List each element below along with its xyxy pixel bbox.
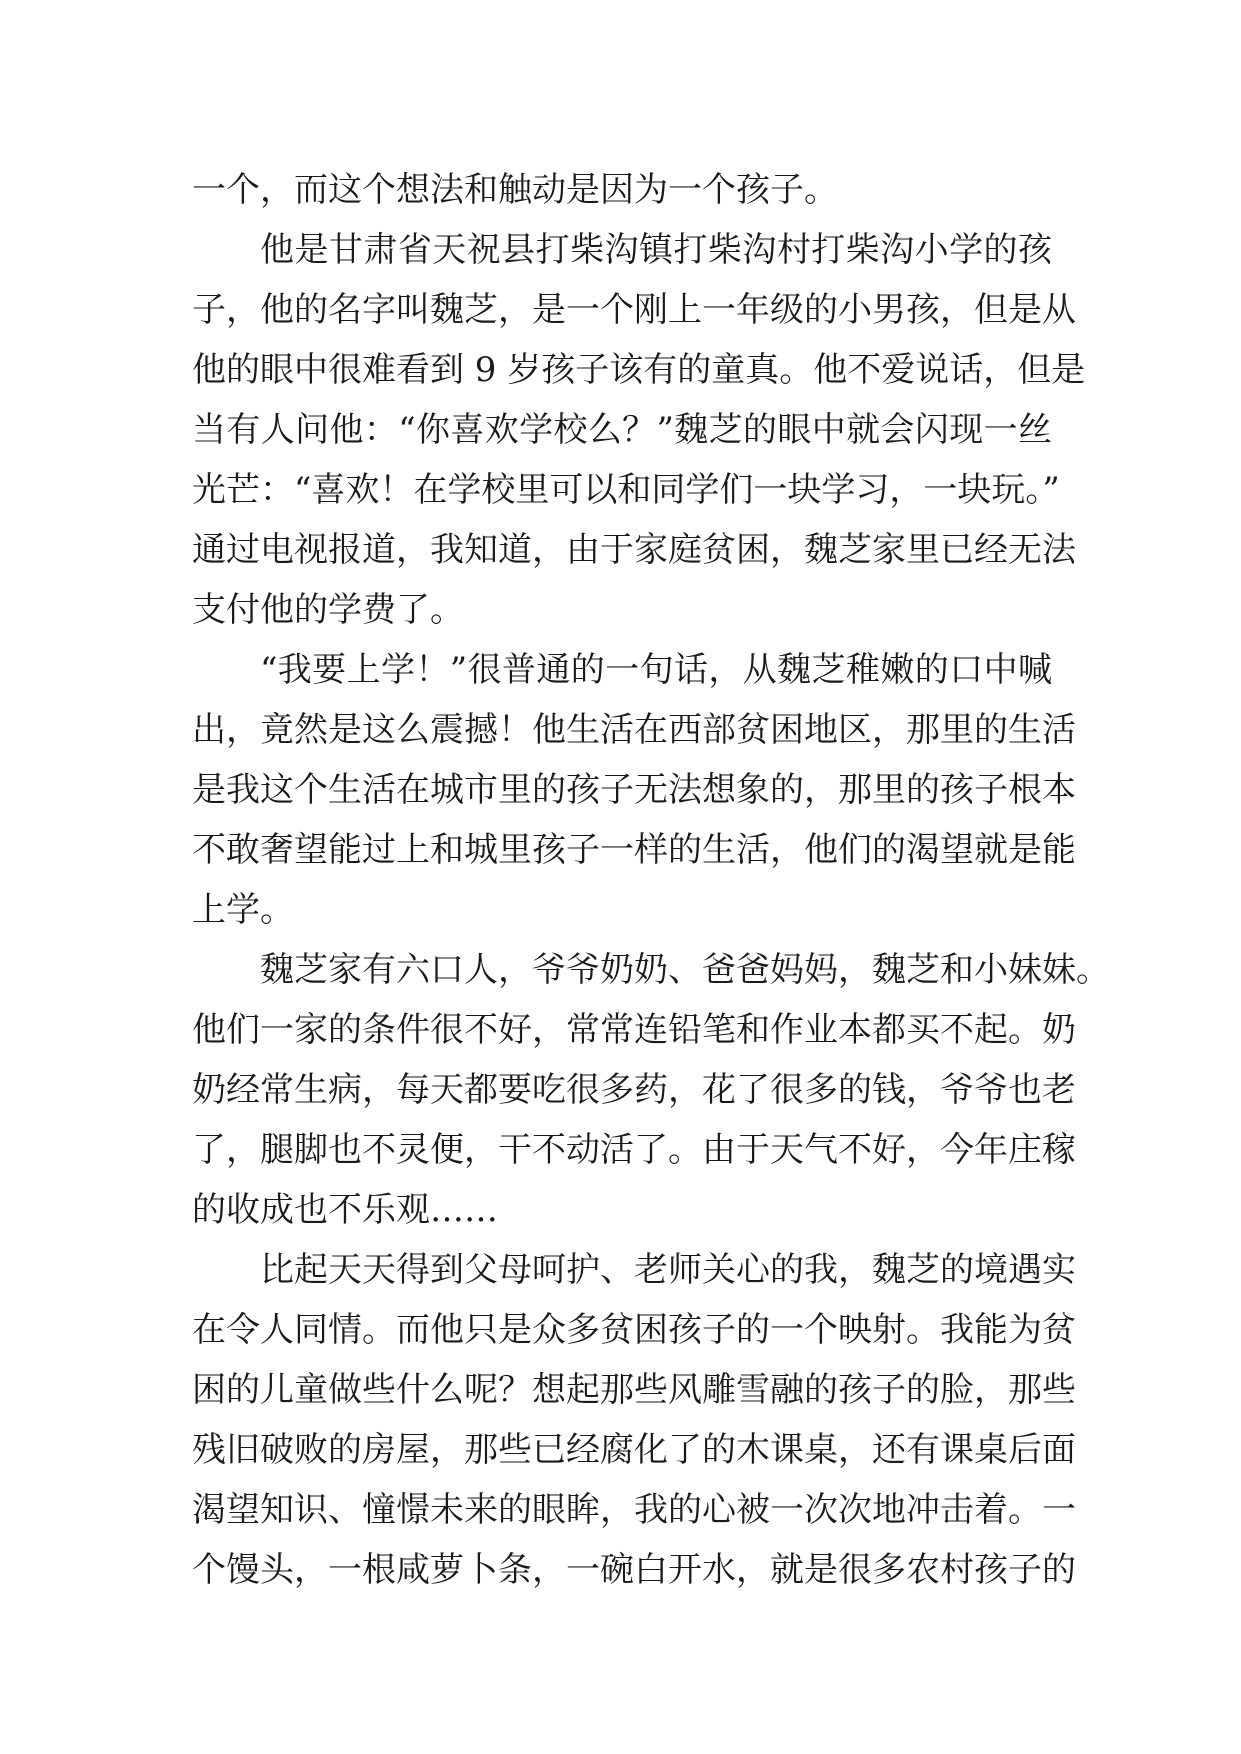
text-line: “我要上学！”很普通的一句话，从魏芝稚嫩的口中喊 — [260, 650, 1052, 690]
text-line: 残旧破败的房屋，那些已经腐化了的木课桌，还有课桌后面 — [192, 1430, 1076, 1470]
text-line: 当有人问他：“你喜欢学校么？”魏芝的眼中就会闪现一丝 — [192, 410, 1052, 450]
text-line: 魏芝家有六口人，爷爷奶奶、爸爸妈妈，魏芝和小妹妹。 — [260, 950, 1110, 990]
text-line: 通过电视报道，我知道，由于家庭贫困，魏芝家里已经无法 — [192, 530, 1076, 570]
text-line: 出，竟然是这么震撼！他生活在西部贫困地区，那里的生活 — [192, 710, 1076, 750]
text-line: 困的儿童做些什么呢？想起那些风雕雪融的孩子的脸，那些 — [192, 1370, 1076, 1410]
text-line: 子，他的名字叫魏芝，是一个刚上一年级的小男孩，但是从 — [192, 290, 1076, 330]
text-line: 的收成也不乐观…… — [192, 1190, 498, 1230]
text-line: 光芒：“喜欢！在学校里可以和同学们一块学习，一块玩。” — [192, 470, 1060, 510]
text-line: 不敢奢望能过上和城里孩子一样的生活，他们的渴望就是能 — [192, 830, 1076, 870]
text-line: 在令人同情。而他只是众多贫困孩子的一个映射。我能为贫 — [192, 1310, 1076, 1350]
text-line: 一个，而这个想法和触动是因为一个孩子。 — [192, 170, 838, 210]
text-line: 他是甘肃省天祝县打柴沟镇打柴沟村打柴沟小学的孩 — [260, 230, 1052, 270]
text-line: 奶经常生病，每天都要吃很多药，花了很多的钱，爷爷也老 — [192, 1070, 1076, 1110]
text-line: 渴望知识、憧憬未来的眼眸，我的心被一次次地冲击着。一 — [192, 1490, 1076, 1530]
body-text — [192, 160, 1110, 1600]
text-line: 他的眼中很难看到 9 岁孩子该有的童真。他不爱说话，但是 — [192, 350, 1086, 390]
text-line: 支付他的学费了。 — [192, 590, 464, 630]
text-line: 个馒头，一根咸萝卜条，一碗白开水，就是很多农村孩子的 — [192, 1550, 1076, 1590]
text-line: 他们一家的条件很不好，常常连铅笔和作业本都买不起。奶 — [192, 1010, 1076, 1050]
text-line: 是我这个生活在城市里的孩子无法想象的，那里的孩子根本 — [192, 770, 1076, 810]
text-line: 上学。 — [192, 890, 294, 930]
text-line: 了，腿脚也不灵便，干不动活了。由于天气不好，今年庄稼 — [192, 1130, 1076, 1170]
text-line: 比起天天得到父母呵护、老师关心的我，魏芝的境遇实 — [260, 1250, 1076, 1290]
